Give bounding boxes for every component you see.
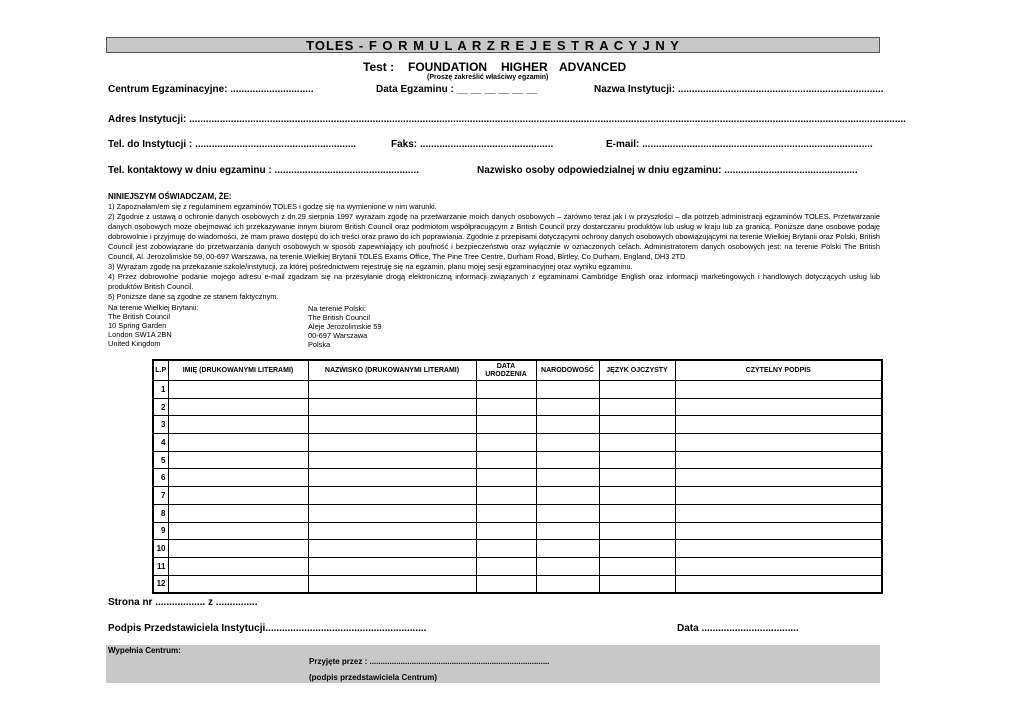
declaration-point-3: 3) Wyrażam zgodę na przekazanie szkole/instytucji, za której pośrednictwem rejestruję się na egzamin, planu mojej sesji egzaminacyjnej oraz wyniku egzaminu. xyxy=(108,262,633,271)
col-signature: CZYTELNY PODPIS xyxy=(675,360,882,381)
table-header-row xyxy=(153,360,882,381)
table-row xyxy=(153,504,882,522)
row-number: 3 xyxy=(153,416,168,434)
signature-cell[interactable] xyxy=(675,416,882,434)
surname-cell[interactable] xyxy=(308,434,476,452)
birth-date-cell[interactable] xyxy=(476,504,536,522)
address-line: United Kingdom xyxy=(108,339,161,348)
signature-cell[interactable] xyxy=(675,487,882,505)
first-name-cell[interactable] xyxy=(168,557,308,575)
first-name-cell[interactable] xyxy=(168,522,308,540)
form-title: TOLES - F O R M U L A R Z R E J E S T R A C Y J N Y xyxy=(106,37,880,53)
row-number: 5 xyxy=(153,451,168,469)
declaration-point-4: 4) Przez dobrowolne podanie mojego adresu e-mail zgadzam się na przesyłanie drogą elektroniczną informacji związanych z egzaminami Cambridge English oraz informacji marketingowych i handlowych dotyczących usług lub produktów British Council. xyxy=(108,272,880,291)
nationality-cell[interactable] xyxy=(536,540,599,558)
native-language-cell[interactable] xyxy=(599,504,675,522)
table-row xyxy=(153,575,882,593)
nationality-cell[interactable] xyxy=(536,557,599,575)
surname-cell[interactable] xyxy=(308,487,476,505)
exam-day-phone-field[interactable]: Tel. kontaktowy w dniu egzaminu : .................................................... xyxy=(108,165,419,176)
nationality-cell[interactable] xyxy=(536,469,599,487)
surname-cell[interactable] xyxy=(308,504,476,522)
institution-name-field[interactable]: Nazwa Instytucji: .......................................................................... xyxy=(594,84,884,95)
row-number: 1 xyxy=(153,381,168,399)
table-row xyxy=(153,540,882,558)
nationality-cell[interactable] xyxy=(536,504,599,522)
exam-select-note: (Proszę zakreślić właściwy egzamin) xyxy=(427,74,549,81)
birth-date-cell[interactable] xyxy=(476,522,536,540)
surname-cell[interactable] xyxy=(308,575,476,593)
declaration-point-1: 1) Zapoznałam/em się z regulaminem egzaminów TOLES i godzę się na wymienione w nim warunki. xyxy=(108,202,437,211)
level-advanced[interactable]: ADVANCED xyxy=(559,60,627,74)
birth-date-cell[interactable] xyxy=(476,398,536,416)
table-row xyxy=(153,522,882,540)
row-number: 6 xyxy=(153,469,168,487)
nationality-cell[interactable] xyxy=(536,381,599,399)
address-line: 00-697 Warszawa xyxy=(308,331,368,340)
birth-date-cell[interactable] xyxy=(476,487,536,505)
signature-cell[interactable] xyxy=(675,434,882,452)
fax-field[interactable]: Faks: ................................................ xyxy=(391,139,554,150)
first-name-cell[interactable] xyxy=(168,398,308,416)
row-number: 7 xyxy=(153,487,168,505)
table-row xyxy=(153,434,882,452)
table-row xyxy=(153,416,882,434)
col-first-name: IMIĘ (DRUKOWANYMI LITERAMI) xyxy=(168,360,308,381)
address-line: Polska xyxy=(308,340,331,349)
birth-date-cell[interactable] xyxy=(476,434,536,452)
row-number: 4 xyxy=(153,434,168,452)
nationality-cell[interactable] xyxy=(536,575,599,593)
native-language-cell[interactable] xyxy=(599,540,675,558)
row-number: 11 xyxy=(153,557,168,575)
declaration-point-5: 5) Poniższe dane są zgodne ze stanem faktycznym. xyxy=(108,292,279,301)
address-line: Na terenie Wielkiej Brytanii: xyxy=(108,303,199,312)
birth-date-cell[interactable] xyxy=(476,416,536,434)
surname-cell[interactable] xyxy=(308,416,476,434)
native-language-cell[interactable] xyxy=(599,557,675,575)
surname-cell[interactable] xyxy=(308,540,476,558)
nationality-cell[interactable] xyxy=(536,487,599,505)
first-name-cell[interactable] xyxy=(168,469,308,487)
level-foundation[interactable]: FOUNDATION xyxy=(408,60,488,74)
exam-date-field[interactable]: Data Egzaminu : __ __ __ __ __ __ xyxy=(376,84,538,95)
surname-cell[interactable] xyxy=(308,469,476,487)
address-line: 10 Spring Garden xyxy=(108,321,167,330)
address-line: The British Council xyxy=(308,313,371,322)
birth-date-cell[interactable] xyxy=(476,575,536,593)
first-name-cell[interactable] xyxy=(168,487,308,505)
table-row xyxy=(153,557,882,575)
declaration-heading: NINIEJSZYM OŚWIADCZAM, ŻE: xyxy=(108,192,232,201)
first-name-cell[interactable] xyxy=(168,540,308,558)
signature-cell[interactable] xyxy=(675,540,882,558)
first-name-cell[interactable] xyxy=(168,416,308,434)
institution-signature-field[interactable]: Podpis Przedstawiciela Instytucji.......................................................... xyxy=(108,623,427,634)
first-name-cell[interactable] xyxy=(168,381,308,399)
registration-table xyxy=(152,359,883,594)
surname-cell[interactable] xyxy=(308,557,476,575)
date-field[interactable]: Data ................................... xyxy=(677,623,799,634)
nationality-cell[interactable] xyxy=(536,416,599,434)
centre-signature-label: (podpis przedstawiciela Centrum) xyxy=(309,673,438,682)
first-name-cell[interactable] xyxy=(168,451,308,469)
responsible-person-field[interactable]: Nazwisko osoby odpowiedzialnej w dniu egzaminu: ................................................ xyxy=(477,165,858,176)
surname-cell[interactable] xyxy=(308,381,476,399)
row-number: 12 xyxy=(153,575,168,593)
table-row xyxy=(153,451,882,469)
native-language-cell[interactable] xyxy=(599,434,675,452)
signature-cell[interactable] xyxy=(675,522,882,540)
row-number: 8 xyxy=(153,504,168,522)
col-surname: NAZWISKO (DRUKOWANYMI LITERAMI) xyxy=(308,360,476,381)
col-lp: L.P xyxy=(153,360,168,381)
first-name-cell[interactable] xyxy=(168,504,308,522)
address-line: Aleje Jerozolimskie 59 xyxy=(308,322,382,331)
table-row xyxy=(153,487,882,505)
surname-cell[interactable] xyxy=(308,451,476,469)
nationality-cell[interactable] xyxy=(536,434,599,452)
table-row xyxy=(153,381,882,399)
email-field[interactable]: E-mail: ................................................................................... xyxy=(606,139,873,150)
phone-field[interactable]: Tel. do Instytucji : .......................................................... xyxy=(108,139,357,150)
test-label: Test : xyxy=(363,60,395,74)
col-birth-date: DATA URODZENIA xyxy=(476,360,536,381)
native-language-cell[interactable] xyxy=(599,381,675,399)
received-by-field[interactable]: Przyjęte przez : ................................................................................. xyxy=(309,657,550,666)
first-name-cell[interactable] xyxy=(168,434,308,452)
centre-field[interactable]: Centrum Egzaminacyjne: .............................. xyxy=(108,84,314,95)
birth-date-cell[interactable] xyxy=(476,540,536,558)
surname-cell[interactable] xyxy=(308,398,476,416)
signature-cell[interactable] xyxy=(675,557,882,575)
institution-address-field[interactable]: Adres Instytucji: .................................................................................................................................................................................................................................................................. xyxy=(108,114,906,125)
address-pl xyxy=(308,304,382,349)
native-language-cell[interactable] xyxy=(599,487,675,505)
filled-by-centre-label: Wypełnia Centrum: xyxy=(108,646,181,655)
table-row xyxy=(153,469,882,487)
col-native-language: JĘZYK OJCZYSTY xyxy=(599,360,675,381)
table-row xyxy=(153,398,882,416)
nationality-cell[interactable] xyxy=(536,522,599,540)
address-line: The British Council xyxy=(108,312,171,321)
row-number: 2 xyxy=(153,398,168,416)
signature-cell[interactable] xyxy=(675,398,882,416)
native-language-cell[interactable] xyxy=(599,451,675,469)
row-number: 9 xyxy=(153,522,168,540)
first-name-cell[interactable] xyxy=(168,575,308,593)
address-line: London SW1A 2BN xyxy=(108,330,172,339)
signature-cell[interactable] xyxy=(675,469,882,487)
signature-cell[interactable] xyxy=(675,451,882,469)
birth-date-cell[interactable] xyxy=(476,381,536,399)
signature-cell[interactable] xyxy=(675,575,882,593)
address-line: Na terenie Polski: xyxy=(308,304,366,313)
signature-cell[interactable] xyxy=(675,504,882,522)
declaration-point-2: 2) Zgodnie z ustawą o ochronie danych osobowych z dn.29 sierpnia 1997 wyrażam zgodę na przetwarzanie moich danych osobowych – zarówno teraz jak i w przyszłości – dla potrzeb administracji egzaminów TOLES. Przetwarzanie danych osobowych może obejmować ich przekazywanie innym biurom British Council oraz podmiotom współpracującym z British Council przy dostarczaniu produktów lub usług w kraju lub za granicą. Poniższe dane osobowe podaję dobrowolnie i przyjmuję do wiadomości, że mam prawo dostępu do ich treści oraz prawo do ich poprawiania. Zgodnie z przepisami dotyczącymi ochrony danych osobowych obowiązującymi na terenie Wielkiej Brytanii oraz Polski, British Council jest zobowiązane do przetwarzania danych osobowych w sposób zapewniający ich poufność i bezpieczeństwo oraz wyłącznie w oznaczonych celach. Administratorem danych osobowych jest: na terenie Polski The British Council, Al. Jerozolimskie 59, 00-697 Warszawa, na terenie Wielkiej Brytanii TOLES Exams Office, The Pine Tree Centre, Durham Road, Birtley, Co Durham, England, DH3 2TD xyxy=(108,212,880,261)
surname-cell[interactable] xyxy=(308,522,476,540)
native-language-cell[interactable] xyxy=(599,416,675,434)
col-nationality: NARODOWOŚĆ xyxy=(536,360,599,381)
native-language-cell[interactable] xyxy=(599,398,675,416)
row-number: 10 xyxy=(153,540,168,558)
nationality-cell[interactable] xyxy=(536,451,599,469)
native-language-cell[interactable] xyxy=(599,469,675,487)
native-language-cell[interactable] xyxy=(599,575,675,593)
declaration xyxy=(108,192,880,302)
page-number-field[interactable]: Strona nr .................. z ............... xyxy=(108,597,258,608)
address-uk xyxy=(108,303,198,348)
level-higher[interactable]: HIGHER xyxy=(501,60,548,74)
birth-date-cell[interactable] xyxy=(476,469,536,487)
birth-date-cell[interactable] xyxy=(476,557,536,575)
native-language-cell[interactable] xyxy=(599,522,675,540)
nationality-cell[interactable] xyxy=(536,398,599,416)
signature-cell[interactable] xyxy=(675,381,882,399)
birth-date-cell[interactable] xyxy=(476,451,536,469)
